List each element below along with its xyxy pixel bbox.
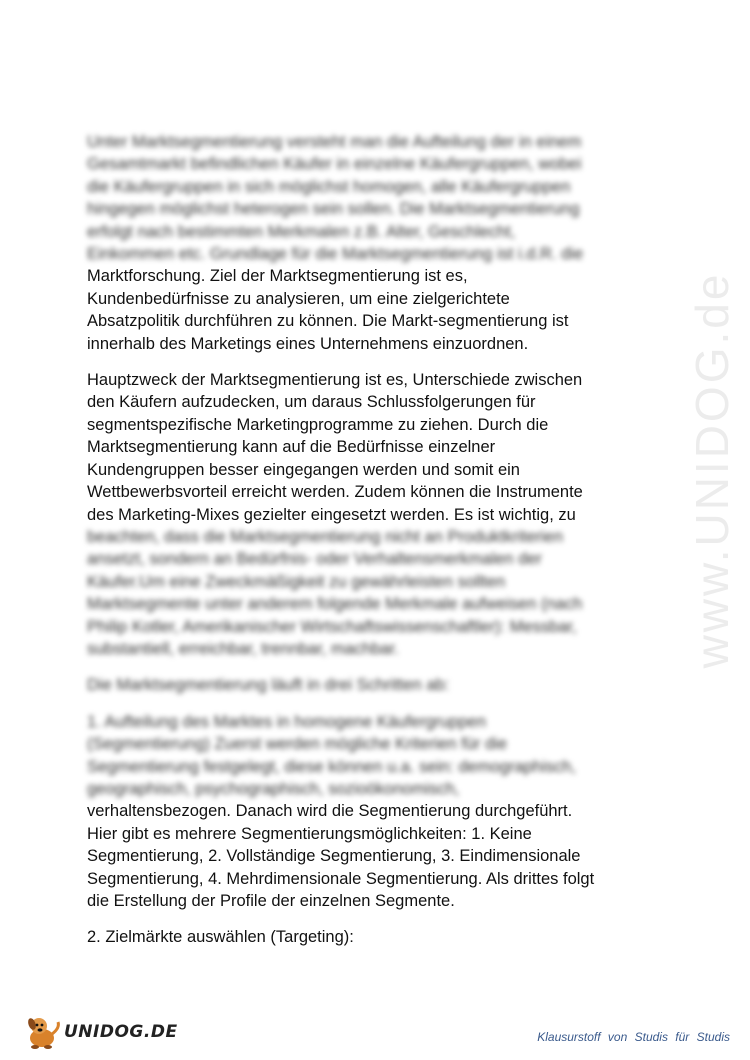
dog-icon [22,1014,62,1050]
document-body [87,131,657,963]
blurred-text-line: Unter Marktsegmentierung versteht man die Aufteilung der in einem [87,133,582,151]
paragraph [87,711,657,913]
text-line: Segmentierung, 2. Vollständige Segmentierung, 3. Eindimensionale [87,847,581,866]
text-line: Hauptzweck der Marktsegmentierung ist es, Unterschiede zwischen [87,371,583,390]
blurred-text-line: substantiell, erreichbar, trennbar, machbar. [87,639,399,658]
blurred-text-line: ansetzt, sondern an Bedürfnis- oder Verhaltensmerkmalen der [87,550,542,569]
text-line: innerhalb des Marketings eines Unternehmens einzuordnen. [87,334,529,353]
text-line: Kundengruppen besser eingegangen werden und somit ein [87,460,520,479]
blurred-text-line: beachten, dass die Marktsegmentierung nicht an Produktkriterien [87,527,564,546]
blurred-text-line: die Käufergruppen in sich möglichst homogen, alle Käufergruppen [87,177,571,196]
blurred-text-line: Segmentierung festgelegt, diese können u.a. sein: demographisch, [87,757,576,776]
text-line: des Marketing-Mixes gezielter eingesetzt werden. Es ist wichtig, zu [87,505,576,524]
text-line: Marktforschung. Ziel der Marktsegmentierung ist es, [87,267,468,286]
text-line: segmentspezifische Marketingprogramme zu ziehen. Durch die [87,415,549,434]
blurred-text-line: Die Marktsegmentierung läuft in drei Schritten ab: [87,676,450,695]
watermark: www.UNIDOG.de [686,271,738,669]
blurred-text-line: erfolgt nach bestimmten Merkmalen z.B. Alter, Geschlecht, [87,222,516,241]
blurred-text-line: geographisch, psychographisch, sozioökonomisch, [87,779,460,798]
blurred-text-line: hingegen möglichst heterogen sein sollen. Die Marktsegmentierung [87,200,580,219]
blurred-text-line: Käufer.Um eine Zweckmäßigkeit zu gewährleisten sollten [87,572,506,591]
text-line: die Erstellung der Profile der einzelnen Segmente. [87,892,455,910]
blurred-text-line: 1. Aufteilung des Marktes in homogene Käufergruppen [87,712,487,731]
text-line: Hier gibt es mehrere Segmentierungsmöglichkeiten: 1. Keine [87,824,532,843]
footer-tagline: Klausurstoff von Studis für Studis [537,1030,730,1044]
paragraph [87,369,657,660]
text-line: Segmentierung, 4. Mehrdimensionale Segmentierung. Als drittes folgt [87,869,595,888]
text-line: verhaltensbezogen. Danach wird die Segmentierung durchgeführt. [87,802,573,821]
text-line: Wettbewerbsvorteil erreicht werden. Zudem können die Instrumente [87,483,583,502]
text-line: Kundenbedürfnisse zu analysieren, um eine zielgerichtete [87,289,510,308]
paragraph [87,926,657,948]
paragraph [87,131,657,355]
unidog-logo[interactable] [22,1014,178,1050]
text-line: den Käufern aufzudecken, um daraus Schlussfolgerungen für [87,393,536,412]
text-line: Absatzpolitik durchführen zu können. Die Markt-segmentierung ist [87,312,569,331]
paragraph [87,674,657,696]
blurred-text-line: Philip Kotler, Amerikanischer Wirtschaftswissenschaftler): Messbar, [87,617,577,636]
text-line: Marktsegmentierung kann auf die Bedürfnisse einzelner [87,438,496,457]
blurred-text-line: Gesamtmarkt befindlichen Käufer in einzelne Käufergruppen, wobei [87,155,582,174]
text-line: 2. Zielmärkte auswählen (Targeting): [87,928,354,947]
blurred-text-line: Marktsegmente unter anderem folgende Merkmale aufweisen (nach [87,595,583,614]
blurred-text-line: Einkommen etc. Grundlage für die Marktsegmentierung ist i.d.R. die [87,245,584,264]
logo-text: UNIDOG.DE [64,1022,178,1042]
blurred-text-line: (Segmentierung) Zuerst werden mögliche Kriterien für die [87,735,508,754]
